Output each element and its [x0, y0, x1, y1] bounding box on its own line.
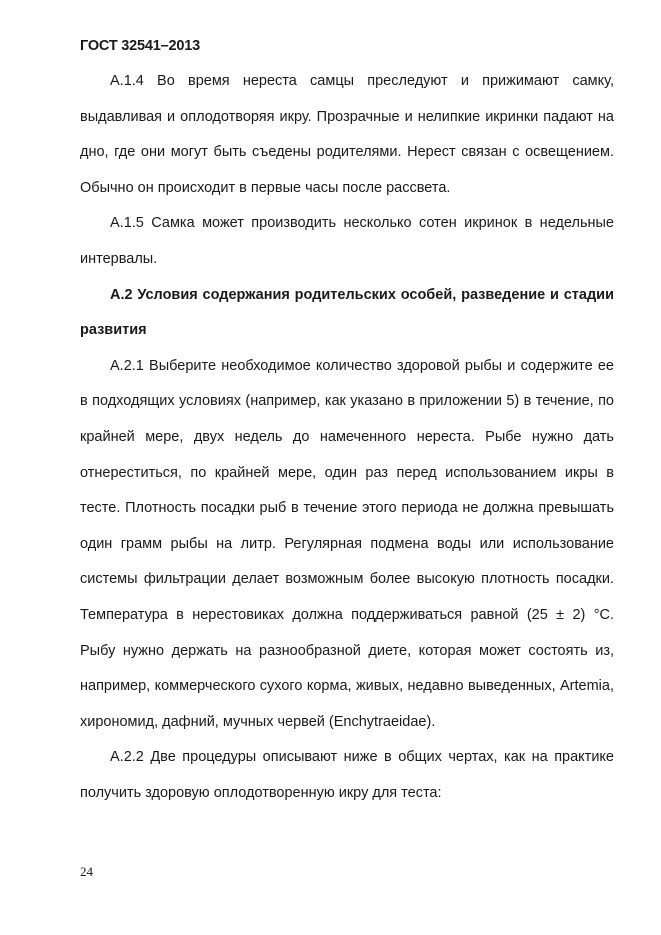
document-header: ГОСТ 32541–2013 — [80, 38, 200, 54]
paragraph-a-2-1: А.2.1 Выберите необходимое количество здоровой рыбы и содержите ее в подходящих условиях (например, как указано в приложении 5) в течение, по крайней мере, двух недель до намеченного нереста. Рыбе нужно дать отнереститься, по крайней мере, один раз перед использованием икры в тесте. Плотность посадки рыб в течение этого периода не должна превышать один грамм рыбы на литр. Регулярная подмена воды или использование системы фильтрации делает возможным более высокую плотность посадки. Температура в нерестовиках должна поддерживаться равной (25 ± 2) °С. Рыбу нужно держать на разнообразной диете, которая может состоять из, например, коммерческого сухого корма, живых, недавно выведенных, Artemia, хирономид, дафний, мучных червей (Enchytraeidae). — [80, 357, 614, 730]
paragraph-a-2-2: А.2.2 Две процедуры описывают ниже в общих чертах, как на практике получить здоровую оплодотворенную икру для теста: — [80, 749, 614, 801]
document-body — [80, 64, 614, 811]
paragraph-a-1-4: А.1.4 Во время нереста самцы преследуют и прижимают самку, выдавливая и оплодотворяя икру. Прозрачные и нелипкие икринки падают на дно, где они могут быть съедены родителями. Нерест связан с освещением. Обычно он происходит в первые часы после рассвета. — [80, 73, 614, 196]
page-number: 24 — [80, 864, 93, 879]
paragraph-a-1-5: А.1.5 Самка может производить несколько сотен икринок в недельные интервалы. — [80, 215, 614, 267]
section-heading-a-2: А.2 Условия содержания родительских особей, разведение и стадии развития — [80, 286, 614, 339]
